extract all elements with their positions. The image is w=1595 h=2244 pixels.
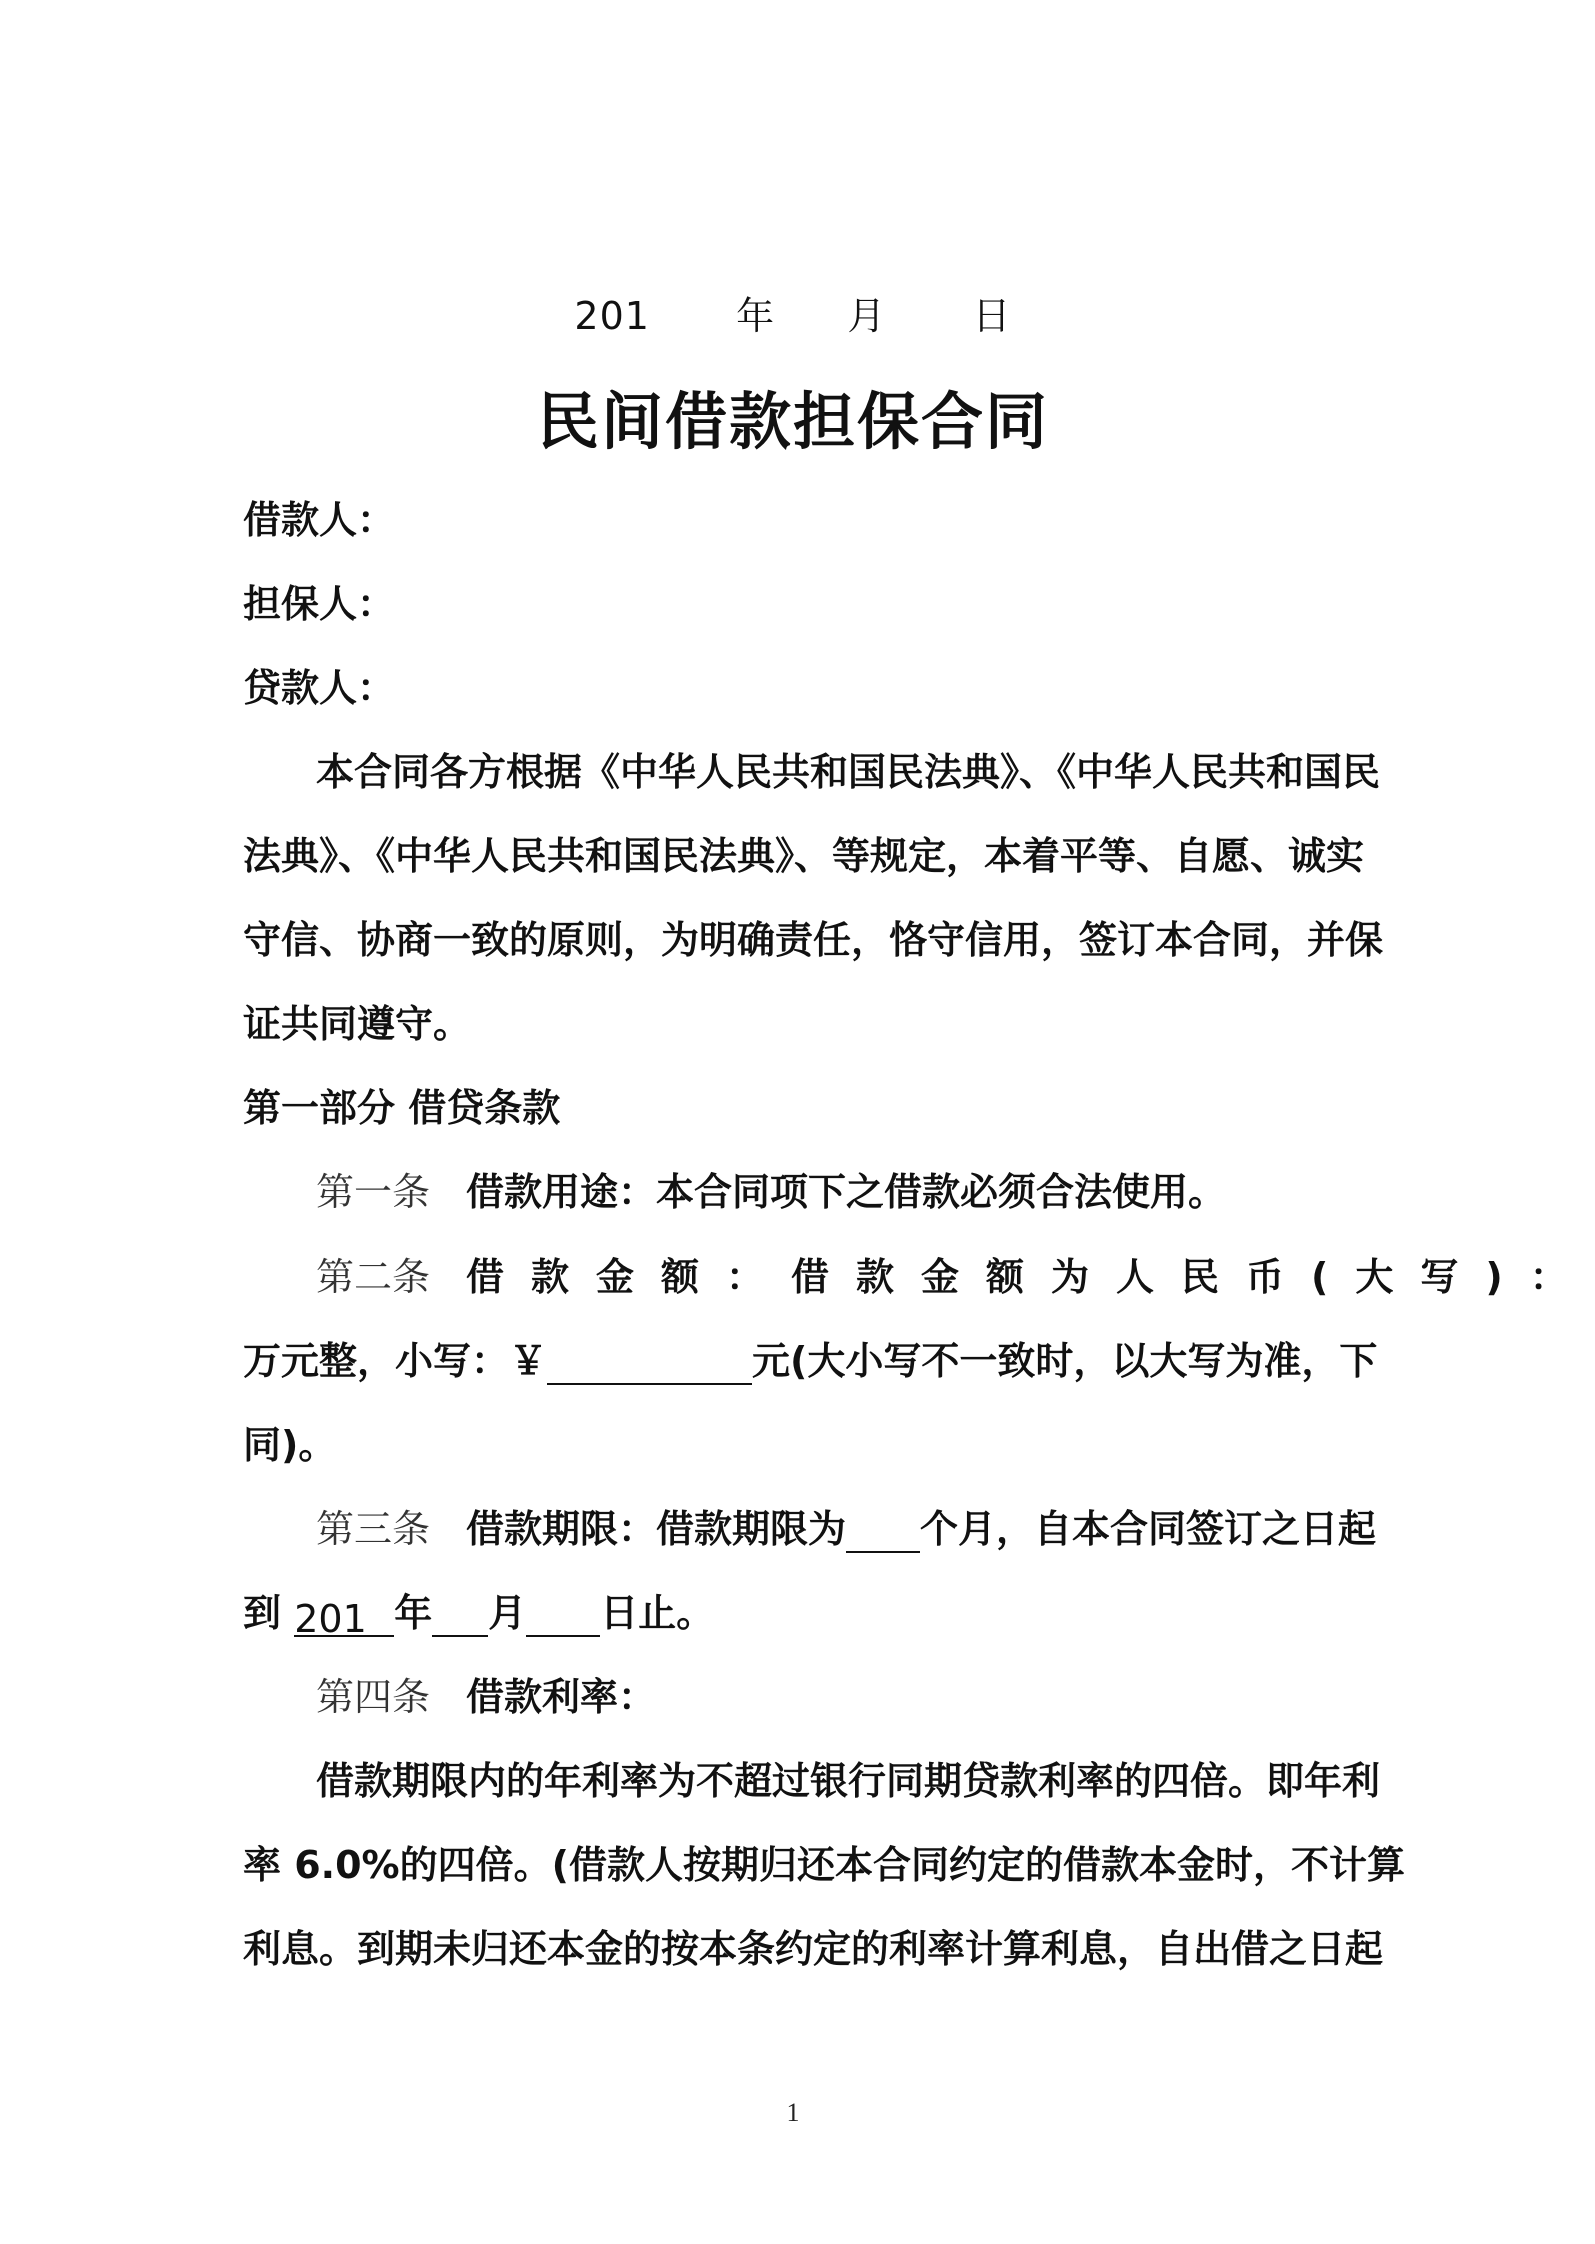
article-2-line-2-post: 元(大小写不一致时，以大写为准，下: [752, 1339, 1378, 1383]
article-3-line-2-c: 月: [488, 1591, 527, 1635]
date-month-unit: 月: [847, 294, 887, 338]
article-2-line-3: 同)。: [243, 1423, 337, 1467]
preamble-line-3: 守信、协商一致的原则，为明确责任，恪守信用，签订本合同，并保: [243, 918, 1384, 962]
borrower-label: 借款人：: [243, 498, 396, 542]
article-2-label: 第二条: [316, 1255, 431, 1299]
preamble-line-4: 证共同遵守。: [243, 1002, 472, 1046]
article-2-text: 借款金额：借款金额为人民币(大写)：: [466, 1255, 1595, 1299]
months-blank: [846, 1511, 920, 1553]
document-title: 民间借款担保合同: [536, 385, 1049, 458]
article-4-text: 借款利率：: [466, 1675, 657, 1719]
article-1-label: 第一条: [316, 1170, 431, 1214]
article-3-line-2-d: 日止。: [600, 1591, 715, 1635]
preamble-line-1: 本合同各方根据《中华人民共和国民法典》、《中华人民共和国民: [316, 750, 1381, 794]
date-year: 201: [574, 294, 650, 338]
article-3-text-post: 个月，自本合同签订之日起: [920, 1507, 1377, 1551]
preamble-line-2: 法典》、《中华人民共和国民法典》、等规定，本着平等、自愿、诚实: [243, 834, 1365, 878]
date-day-unit: 日: [972, 294, 1012, 338]
article-3-line-2-b: 年: [394, 1591, 433, 1635]
article-4-label: 第四条: [316, 1675, 431, 1719]
interest-line-1: 借款期限内的年利率为不超过银行同期贷款利率的四倍。即年利: [316, 1759, 1381, 1803]
article-1: [316, 1168, 1353, 1216]
article-3: [316, 1505, 1377, 1553]
article-2: [316, 1253, 1595, 1301]
article-3-line-2: [243, 1589, 1353, 1641]
article-3-line-2-a: 到: [243, 1591, 295, 1635]
part-one-heading: 第一部分 借贷条款: [243, 1086, 561, 1130]
guarantor-label: 担保人：: [243, 582, 396, 626]
article-2-line-2-pre: 万元整，小写：￥: [243, 1339, 548, 1383]
date-line: [0, 285, 1586, 345]
article-3-label: 第三条: [316, 1507, 431, 1551]
article-3-text-pre: 借款期限：借款期限为: [466, 1507, 847, 1551]
page-number: 1: [786, 2098, 800, 2127]
interest-line-3: 利息。到期未归还本金的按本条约定的利率计算利息，自出借之日起: [243, 1927, 1384, 1971]
amount-blank: [547, 1343, 752, 1385]
article-4: [316, 1673, 1353, 1721]
end-month-blank: [432, 1595, 488, 1637]
date-year-unit: 年: [736, 294, 776, 338]
end-year-blank: 201: [294, 1595, 394, 1637]
article-1-text: 借款用途：本合同项下之借款必须合法使用。: [466, 1170, 1227, 1214]
interest-line-2: 率 6.0%的四倍。(借款人按期归还本合同约定的借款本金时，不计算: [243, 1843, 1405, 1887]
end-day-blank: [526, 1595, 600, 1637]
lender-label: 贷款人：: [243, 666, 396, 710]
article-2-line-2: [243, 1337, 1378, 1385]
